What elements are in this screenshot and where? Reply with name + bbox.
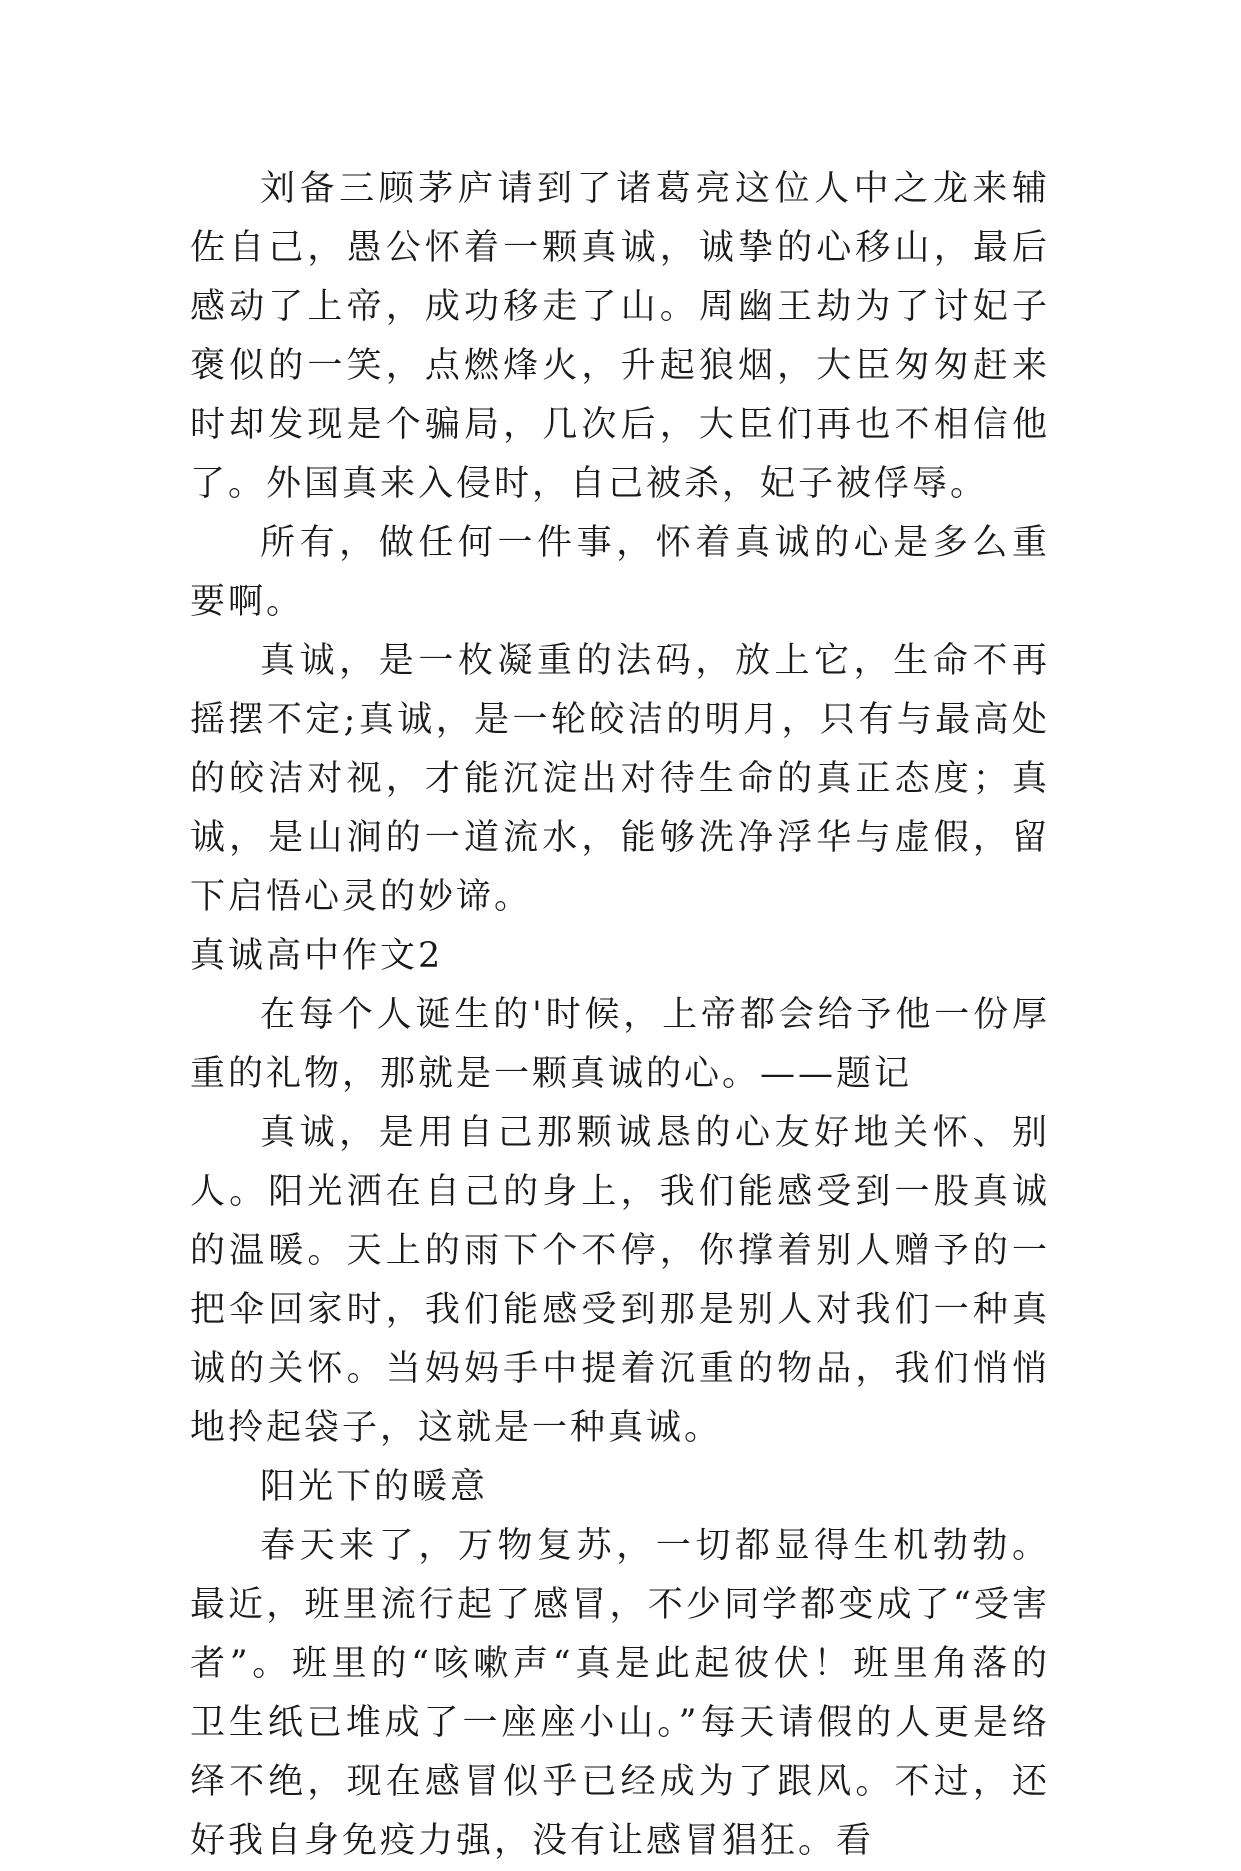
paragraph: 真诚，是用自己那颗诚恳的心友好地关怀、别人。阳光洒在自己的身上，我们能感受到一股真诚的温暖。天上的雨下个不停，你撑着别人赠予的一把伞回家时，我们能感受到那是别人对我们一种真诚的关怀。当妈妈手中提着沉重的物品，我们悄悄地拎起袋子，这就是一种真诚。 <box>190 1113 1050 1448</box>
paragraph: 刘备三顾茅庐请到了诸葛亮这位人中之龙来辅佐自己，愚公怀着一颗真诚，诚挚的心移山，最后感动了上帝，成功移走了山。周幽王劫为了讨妃子褒似的一笑，点燃烽火，升起狼烟，大臣匆匆赶来时却发现是个骗局，几次后，大臣们再也不相信他了。外国真来入侵时，自己被杀，妃子被俘辱。 <box>190 169 1050 504</box>
document-body <box>190 160 1050 1871</box>
subheading: 阳光下的暖意 <box>260 1467 489 1507</box>
paragraph: 真诚，是一枚凝重的法码，放上它，生命不再摇摆不定;真诚，是一轮皎洁的明月，只有与最高处的皎洁对视，才能沉淀出对待生命的真正态度；真诚，是山涧的一道流水，能够洗净浮华与虚假，留下启悟心灵的妙谛。 <box>190 641 1050 917</box>
paragraph: 所有，做任何一件事，怀着真诚的心是多么重要啊。 <box>190 523 1050 622</box>
paragraph: 在每个人诞生的'时候，上帝都会给予他一份厚重的礼物，那就是一颗真诚的心。——题记 <box>190 995 1050 1094</box>
paragraph: 春天来了，万物复苏，一切都显得生机勃勃。最近，班里流行起了感冒，不少同学都变成了“受害者”。班里的“咳嗽声“真是此起彼伏！班里角落的卫生纸已堆成了一座座小山。”每天请假的人更是络绎不绝，现在感冒似乎已经成为了跟风。不过，还好我自身免疫力强，没有让感冒猖狂。看 <box>190 1526 1050 1861</box>
section-heading: 真诚高中作文2 <box>190 936 444 976</box>
